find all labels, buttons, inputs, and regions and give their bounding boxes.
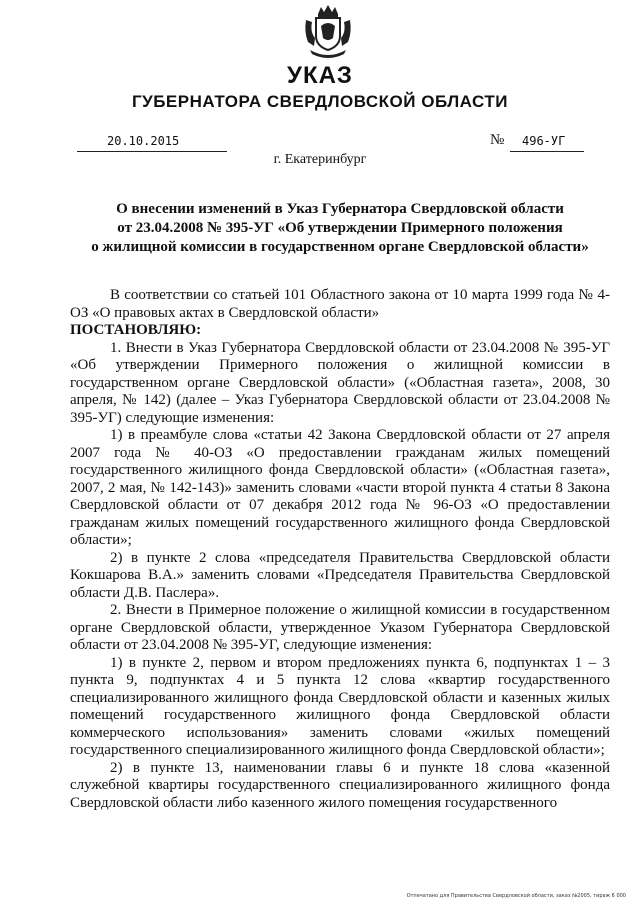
decree-word: ПОСТАНОВЛЯЮ: bbox=[70, 322, 202, 338]
subclause-1-2: 2) в пункте 2 слова «председателя Правительства Свердловской области Кокшарова В.А.» заменить словами «Председателя Правительства Свердловской области Д.В. Паслера». bbox=[70, 549, 610, 601]
subclause-1-1: 1) в преамбуле слова «статьи 42 Закона Свердловской области от 27 апреля 2007 года № 40-ОЗ «О предоставлении гражданам жилых помещений государственного жилищного фонда Свердловской области» («Областная газета», 2007, 2 мая, № 142-143)» заменить словами «части второй пункта 4 статьи 8 Закона Свердловской области от 07 декабря 2012 года № 96-ОЗ «О предоставлении гражданам жилых помещений государственного жилищного фонда Свердловской области»; bbox=[70, 427, 610, 548]
city-label: г. Екатеринбург bbox=[273, 152, 367, 167]
subclause-2-1: 1) в пункте 2, первом и втором предложениях пункта 6, подпунктах 1 – 3 пункта 9, подпунктах 4 и 5 пункта 12 слова «квартир государственного специализированного жилищного фонда Свердловской области и казенных жилых помещений государственного жилищного фонда Свердловской области коммерческого использования» заменить словами «жилых помещений государственного специализированного жилищного фонда Свердловской области»; bbox=[70, 654, 610, 758]
date-field bbox=[77, 135, 227, 152]
document-heading bbox=[70, 200, 610, 257]
decree-date: 20.10.2015 bbox=[107, 134, 180, 148]
print-footer: Отпечатано для Правительства Свердловской области, заказ №2005, тираж 6 000 bbox=[406, 893, 626, 899]
clause-2: 2. Внести в Примерное положение о жилищной комиссии в государственном органе Свердловской области, утвержденное Указом Губернатора Свердловской области от 23.04.2008 № 395-УГ, следующие изменения: bbox=[70, 602, 610, 653]
decree-number: 496-УГ bbox=[522, 134, 566, 148]
clause-1: 1. Внести в Указ Губернатора Свердловской области от 23.04.2008 № 395-УГ «Об утверждении Примерного положения о жилищной комиссии в государственном органе Свердловской области» («Областная газета», 2008, 30 апреля, № 142) (далее – Указ Губернатора Свердловской области от 23.04.2008 № 395-УГ) следующие изменения: bbox=[70, 339, 610, 426]
heading-line: О внесении изменений в Указ Губернатора Свердловской области bbox=[116, 201, 564, 217]
number-sign: № bbox=[490, 132, 505, 148]
preamble-paragraph: В соответствии со статьей 101 Областного закона от 10 марта 1999 года № 4-ОЗ «О правовых актах в Свердловской области» bbox=[70, 287, 610, 321]
heading-line: о жилищной комиссии в государственном органе Свердловской области» bbox=[91, 239, 589, 255]
coat-of-arms-icon bbox=[300, 4, 356, 62]
subclause-2-2: 2) в пункте 13, наименовании главы 6 и пункте 18 слова «казенной служебной квартиры государственного специализированного жилищного фонда Свердловской области либо казенного жилого помещения государственного bbox=[70, 759, 610, 811]
heading-line: от 23.04.2008 № 395-УГ «Об утверждении Примерного положения bbox=[117, 220, 563, 236]
number-field bbox=[510, 135, 584, 152]
document-body bbox=[70, 287, 610, 812]
decree-title: УКАЗ bbox=[287, 62, 353, 89]
decree-issuer: ГУБЕРНАТОРА СВЕРДЛОВСКОЙ ОБЛАСТИ bbox=[132, 92, 508, 111]
